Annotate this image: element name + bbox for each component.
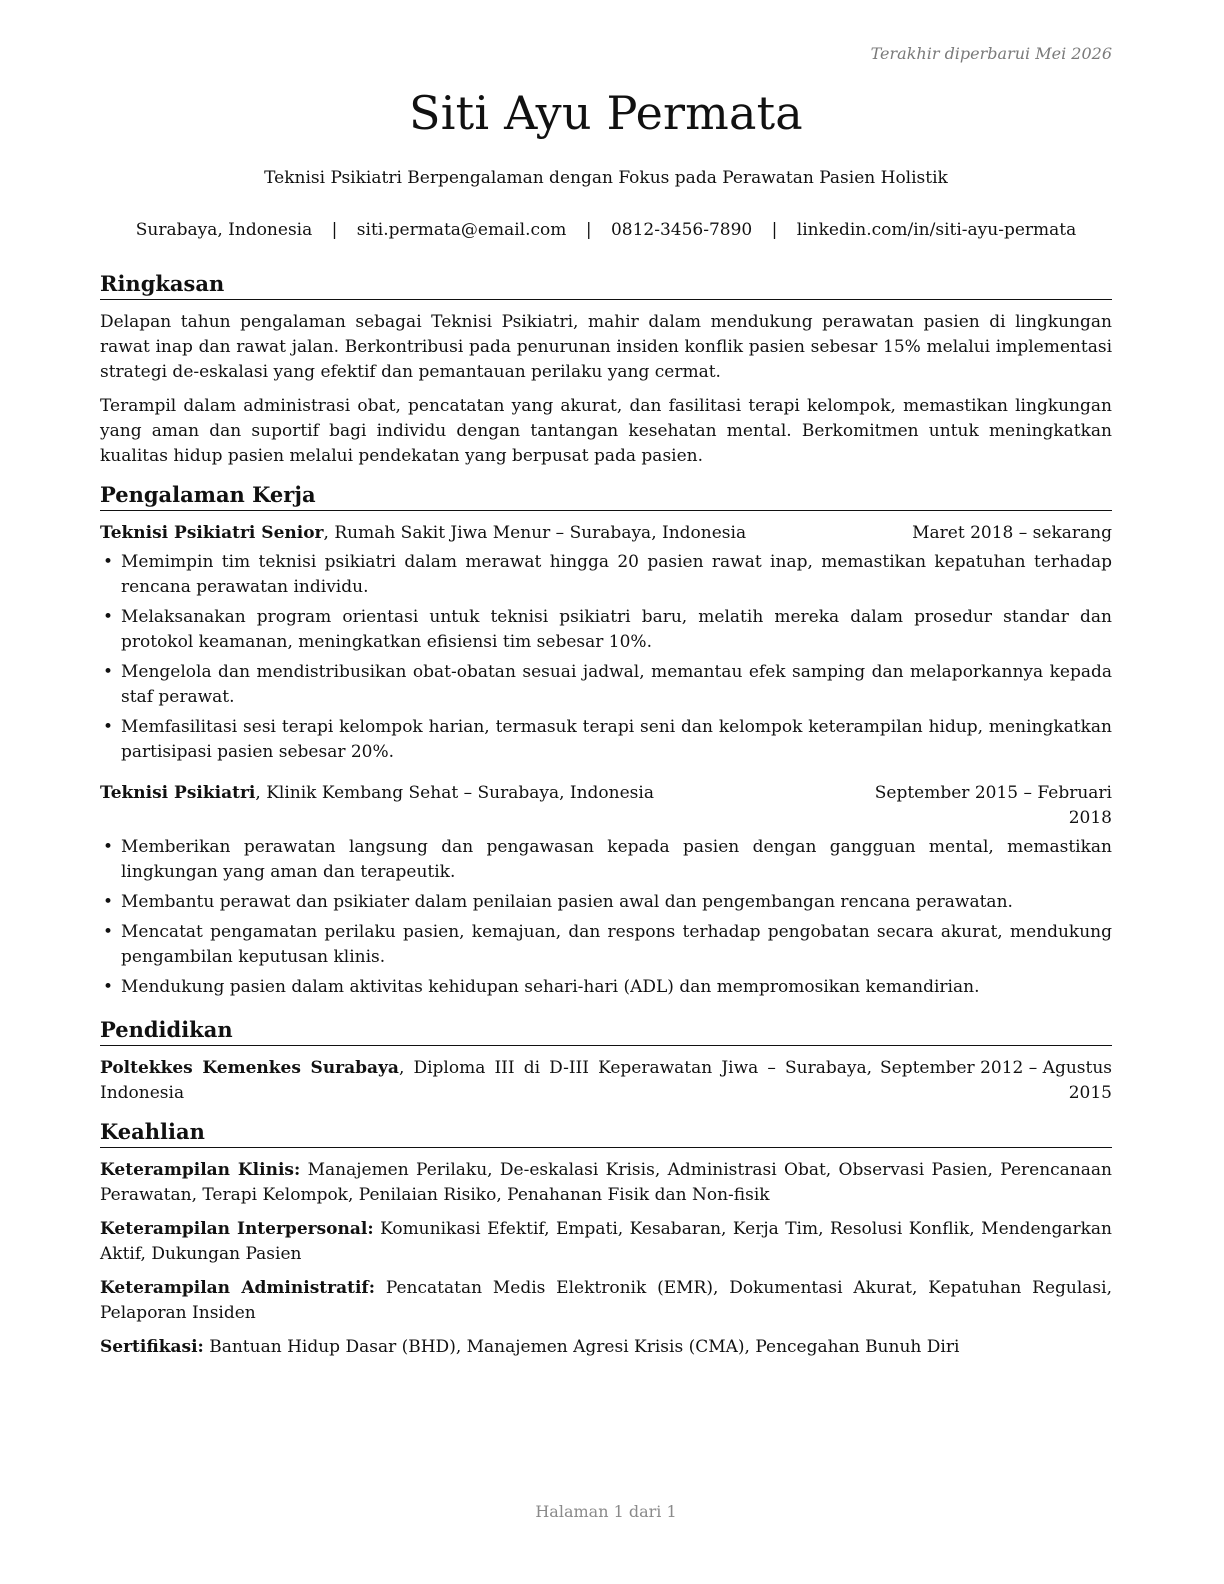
contact-email[interactable]: siti.permata@email.com xyxy=(356,220,567,240)
skill-group xyxy=(100,1158,1112,1208)
education-detail-line xyxy=(100,1056,872,1106)
summary-heading: Ringkasan xyxy=(100,270,1112,300)
bullet-icon: • xyxy=(103,977,114,997)
job-role: Teknisi Psikiatri Senior xyxy=(100,523,324,543)
skill-label: Keterampilan Interpersonal: xyxy=(100,1219,374,1239)
education-entry xyxy=(100,1056,1112,1106)
experience-heading: Pengalaman Kerja xyxy=(100,481,1112,511)
skill-label: Keterampilan Administratif: xyxy=(100,1278,375,1298)
skill-label: Sertifikasi: xyxy=(100,1337,204,1357)
education-section xyxy=(100,1016,1112,1106)
bullet-icon: • xyxy=(103,717,114,737)
job-organization: , Klinik Kembang Sehat – Surabaya, Indonesia xyxy=(255,783,654,803)
list-item xyxy=(100,605,1112,655)
last-updated: Terakhir diperbarui Mei 2026 xyxy=(870,44,1112,63)
contact-linkedin[interactable]: linkedin.com/in/siti-ayu-permata xyxy=(796,220,1077,240)
resume-body xyxy=(100,270,1112,1372)
resume-page xyxy=(100,0,1112,1584)
job-title-line xyxy=(100,781,872,831)
list-item xyxy=(100,975,1112,1000)
bullet-text: Melaksanakan program orientasi untuk teknisi psikiatri baru, melatih mereka dalam prosedur standar dan protokol keamanan, meningkatkan efisiensi tim sebesar 10%. xyxy=(121,607,1112,652)
job-entry xyxy=(100,781,1112,1000)
list-item xyxy=(100,660,1112,710)
skill-value: Manajemen Perilaku, De-eskalasi Krisis, Administrasi Obat, Observasi Pasien, Perencanaan Perawatan, Terapi Kelompok, Penilaian Risiko, Penahanan Fisik dan Non-fisik xyxy=(100,1160,1112,1205)
job-entry xyxy=(100,521,1112,765)
summary-paragraph: Delapan tahun pengalaman sebagai Teknisi Psikiatri, mahir dalam mendukung perawatan pasien di lingkungan rawat inap dan rawat jalan. Berkontribusi pada penurunan insiden konflik pasien sebesar 15% melalui implementasi strategi de-eskalasi yang efektif dan pemantauan perilaku yang cermat. xyxy=(100,312,1112,382)
skill-value: Pencatatan Medis Elektronik (EMR), Dokumentasi Akurat, Kepatuhan Regulasi, Pelaporan Insiden xyxy=(100,1278,1113,1323)
skills-heading: Keahlian xyxy=(100,1118,1112,1148)
job-dates: September 2015 – Februari 2018 xyxy=(874,783,1112,828)
list-item xyxy=(100,550,1112,600)
contact-separator: | xyxy=(585,220,592,240)
education-heading: Pendidikan xyxy=(100,1016,1112,1046)
skill-value: Bantuan Hidup Dasar (BHD), Manajemen Agresi Krisis (CMA), Pencegahan Bunuh Diri xyxy=(203,1337,960,1357)
bullet-text: Memfasilitasi sesi terapi kelompok harian, termasuk terapi seni dan kelompok keterampilan hidup, meningkatkan partisipasi pasien sebesar 20%. xyxy=(121,717,1112,762)
skill-group xyxy=(100,1217,1112,1267)
job-title-line xyxy=(100,521,912,546)
education-school: Poltekkes Kemenkes Surabaya xyxy=(100,1058,399,1078)
candidate-name: Siti Ayu Permata xyxy=(409,86,803,140)
skill-value: Komunikasi Efektif, Empati, Kesabaran, Kerja Tim, Resolusi Konflik, Mendengarkan Aktif, Dukungan Pasien xyxy=(100,1219,1112,1264)
contact-phone[interactable]: 0812-3456-7890 xyxy=(610,220,753,240)
job-role: Teknisi Psikiatri xyxy=(100,783,256,803)
skill-group xyxy=(100,1276,1112,1326)
list-item xyxy=(100,835,1112,885)
bullet-icon: • xyxy=(103,662,114,682)
bullet-icon: • xyxy=(103,552,114,572)
skill-group xyxy=(100,1335,1112,1360)
contact-separator: | xyxy=(771,220,778,240)
list-item xyxy=(100,920,1112,970)
skills-section xyxy=(100,1118,1112,1360)
bullet-text: Mengelola dan mendistribusikan obat-obatan sesuai jadwal, memantau efek samping dan melaporkannya kepada staf perawat. xyxy=(121,662,1112,707)
bullet-icon: • xyxy=(103,837,114,857)
job-bullets xyxy=(100,550,1112,765)
job-header xyxy=(100,521,1112,546)
bullet-icon: • xyxy=(103,607,114,627)
education-dates: September 2012 – Agustus 2015 xyxy=(880,1058,1112,1103)
skill-label: Keterampilan Klinis: xyxy=(100,1160,301,1180)
job-organization: , Rumah Sakit Jiwa Menur – Surabaya, Indonesia xyxy=(323,523,747,543)
bullet-icon: • xyxy=(103,892,114,912)
list-item xyxy=(100,715,1112,765)
contact-separator: | xyxy=(331,220,338,240)
job-header xyxy=(100,781,1112,831)
bullet-text: Membantu perawat dan psikiater dalam penilaian pasien awal dan pengembangan rencana perawatan. xyxy=(121,892,1013,912)
bullet-text: Mencatat pengamatan perilaku pasien, kemajuan, dan respons terhadap pengobatan secara akurat, mendukung pengambilan keputusan klinis. xyxy=(121,922,1112,967)
summary-paragraph: Terampil dalam administrasi obat, pencatatan yang akurat, dan fasilitasi terapi kelompok, memastikan lingkungan yang aman dan suportif bagi individu dengan tantangan kesehatan mental. Berkomitmen untuk meningkatkan kualitas hidup pasien melalui pendekatan yang berpusat pada pasien. xyxy=(100,396,1112,466)
experience-section xyxy=(100,481,1112,1000)
summary-section xyxy=(100,270,1112,469)
bullet-text: Memberikan perawatan langsung dan pengawasan kepada pasien dengan gangguan mental, memastikan lingkungan yang aman dan terapeutik. xyxy=(121,837,1112,882)
bullet-text: Memimpin tim teknisi psikiatri dalam merawat hingga 20 pasien rawat inap, memastikan kepatuhan terhadap rencana perawatan individu. xyxy=(121,552,1112,597)
tagline: Teknisi Psikiatri Berpengalaman dengan Fokus pada Perawatan Pasien Holistik xyxy=(264,168,948,188)
bullet-icon: • xyxy=(103,922,114,942)
job-bullets xyxy=(100,835,1112,1000)
education-detail: , Diploma III di D-III Keperawatan Jiwa – Surabaya, Indonesia xyxy=(100,1058,872,1103)
bullet-text: Mendukung pasien dalam aktivitas kehidupan sehari-hari (ADL) dan mempromosikan kemandirian. xyxy=(121,977,980,997)
page-number: Halaman 1 dari 1 xyxy=(535,1502,677,1521)
list-item xyxy=(100,890,1112,915)
job-dates: Maret 2018 – sekarang xyxy=(912,523,1112,543)
contact-line xyxy=(100,220,1112,240)
contact-location: Surabaya, Indonesia xyxy=(135,220,313,240)
